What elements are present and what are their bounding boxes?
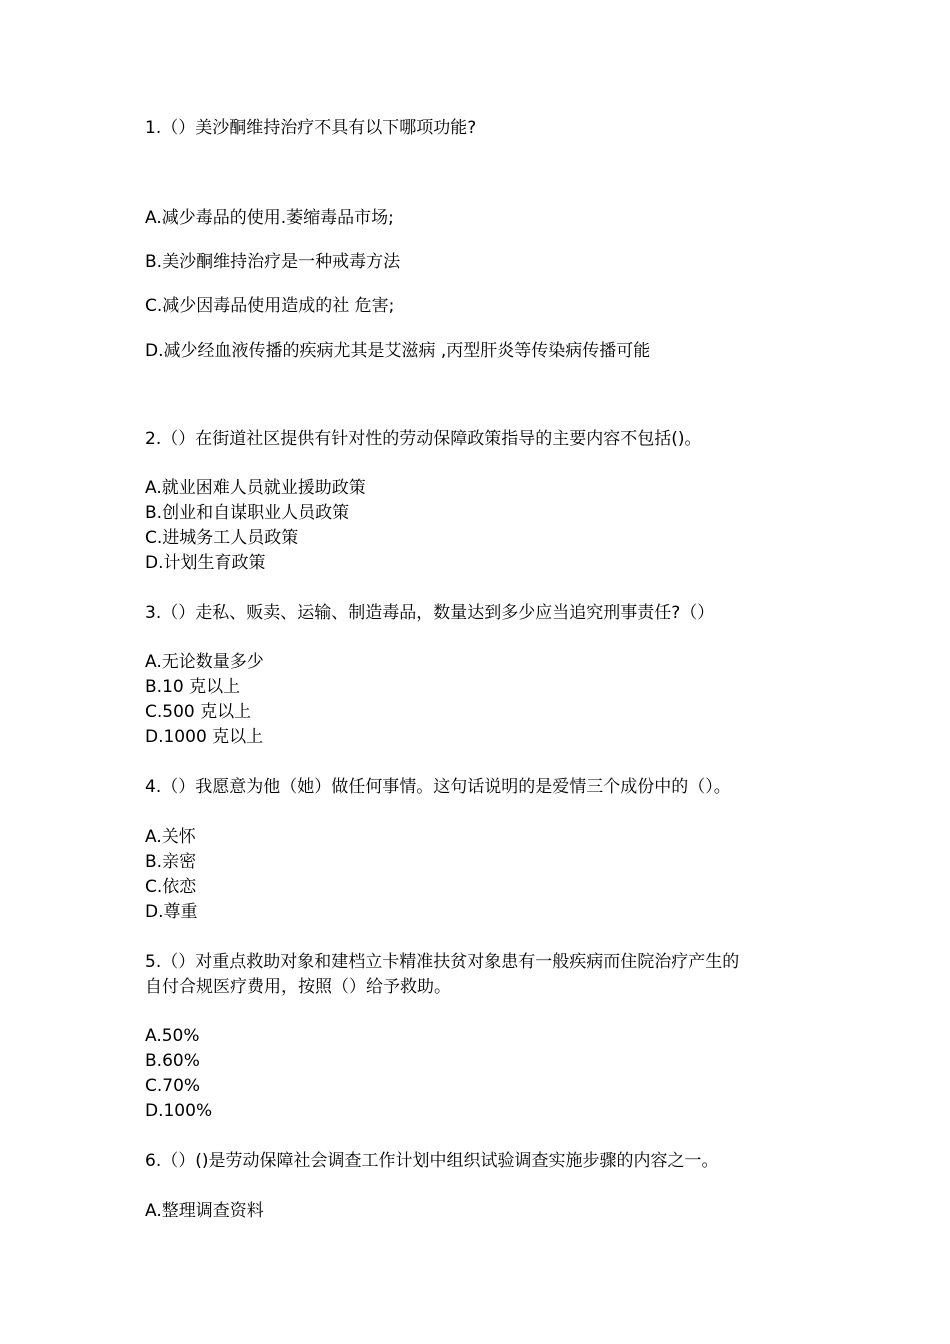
question-1-option-c: C.减少因毒品使用造成的社 危害; bbox=[145, 296, 395, 316]
question-1-option-d: D.减少经血液传播的疾病尤其是艾滋病 ,丙型肝炎等传染病传播可能 bbox=[145, 341, 651, 361]
question-5-stem-line-2: 自付合规医疗费用，按照（）给予救助。 bbox=[145, 977, 451, 997]
question-3-option-c: C.500 克以上 bbox=[145, 702, 252, 722]
question-3-stem: 3.（）走私、贩卖、运输、制造毒品，数量达到多少应当追究刑事责任?（） bbox=[145, 603, 715, 623]
question-5-option-a: A.50% bbox=[145, 1026, 200, 1046]
question-3-option-a: A.无论数量多少 bbox=[145, 652, 264, 672]
question-1-option-b: B.美沙酮维持治疗是一种戒毒方法 bbox=[145, 252, 401, 272]
question-2-stem: 2.（）在街道社区提供有针对性的劳动保障政策指导的主要内容不包括()。 bbox=[145, 429, 702, 449]
question-5-stem-line-1: 5.（）对重点救助对象和建档立卡精准扶贫对象患有一般疾病而住院治疗产生的 bbox=[145, 952, 740, 972]
question-4-option-c: C.依恋 bbox=[145, 877, 197, 897]
question-4-stem: 4.（）我愿意为他（她）做任何事情。这句话说明的是爱情三个成份中的（）。 bbox=[145, 777, 731, 797]
question-2-option-d: D.计划生育政策 bbox=[145, 553, 266, 573]
question-4-option-b: B.亲密 bbox=[145, 852, 197, 872]
question-3-option-d: D.1000 克以上 bbox=[145, 727, 264, 747]
question-4-option-d: D.尊重 bbox=[145, 902, 198, 922]
question-5-option-b: B.60% bbox=[145, 1051, 200, 1071]
question-2-option-a: A.就业困难人员就业援助政策 bbox=[145, 478, 366, 498]
question-3-option-b: B.10 克以上 bbox=[145, 677, 241, 697]
question-2-option-b: B.创业和自谋职业人员政策 bbox=[145, 503, 350, 523]
question-6-stem: 6.（）()是劳动保障社会调查工作计划中组织试验调查实施步骤的内容之一。 bbox=[145, 1151, 719, 1171]
question-1-option-a: A.减少毒品的使用.萎缩毒品市场; bbox=[145, 208, 394, 228]
question-4-option-a: A.关怀 bbox=[145, 827, 196, 847]
question-2-option-c: C.进城务工人员政策 bbox=[145, 528, 299, 548]
question-5-option-d: D.100% bbox=[145, 1101, 213, 1121]
question-1-stem: 1.（）美沙酮维持治疗不具有以下哪项功能? bbox=[145, 118, 477, 138]
question-6-option-a: A.整理调查资料 bbox=[145, 1201, 264, 1221]
question-5-option-c: C.70% bbox=[145, 1076, 201, 1096]
